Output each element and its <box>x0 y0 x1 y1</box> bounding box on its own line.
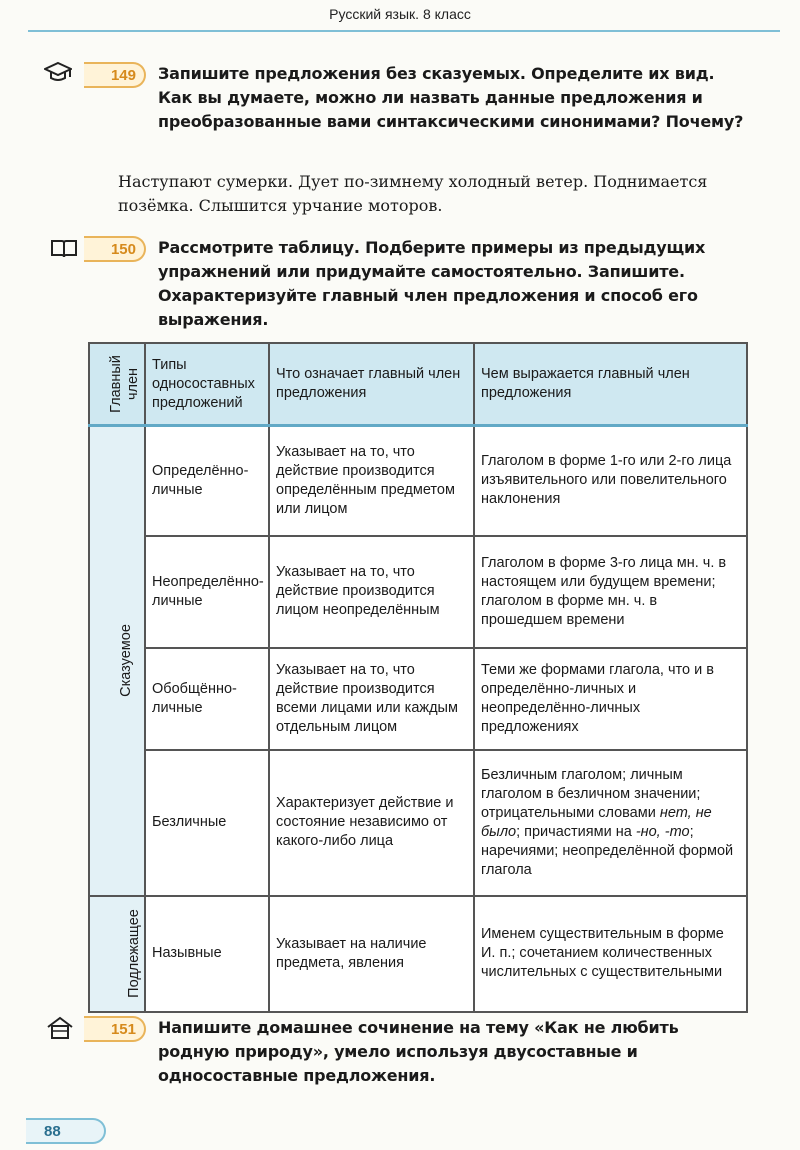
exercise-149-text: Наступают сумерки. Дует по-зимнему холодный ветер. Поднимается позёмка. Слышится урчание моторов. <box>118 172 708 215</box>
page-number: 88 <box>26 1118 106 1144</box>
table-row <box>89 648 747 750</box>
header-rule <box>28 30 780 32</box>
exercise-151-task: Напишите домашнее сочинение на тему «Как не любить родную природу», умело используя двусоставные и односоставные предложения. <box>158 1018 679 1085</box>
row-meaning: Указывает на то, что действие производится всеми лицами или каждым отдельным лицом <box>269 648 474 750</box>
row-meaning: Характеризует действие и состояние независимо от какого-либо лица <box>269 750 474 896</box>
exercise-150-task: Рассмотрите таблицу. Подберите примеры из предыдущих упражнений или придумайте самостоятельно. Запишите. Охарактеризуйте главный член предложения и способ его выражения. <box>158 238 706 329</box>
row-type: Неопределённо-личные <box>145 536 269 648</box>
open-book-icon <box>50 236 78 260</box>
header-expression: Чем выражается главный член предложения <box>474 343 747 426</box>
row-expression: Именем существительным в форме И. п.; сочетанием количественных числительных с существительными <box>474 896 747 1012</box>
row-expression: Безличным глаголом; личным глаголом в безличном значении; отрицательными словами нет, не было; причастиями на -но, -то; наречиями; неопределённой формой глагола <box>474 750 747 896</box>
exercise-number-151: 151 <box>84 1016 146 1042</box>
group-subject: Подлежащее <box>89 896 145 1012</box>
row-expression: Глаголом в форме 1-го или 2-го лица изъявительного или повелительного наклонения <box>474 426 747 536</box>
table-header-row <box>89 343 747 426</box>
row-type: Безличные <box>145 750 269 896</box>
row-type: Определённо-личные <box>145 426 269 536</box>
header-meaning: Что означает главный член предложения <box>269 343 474 426</box>
row-expression: Глаголом в форме 3-го лица мн. ч. в настоящем или будущем времени; глаголом в форме мн. ч. в прошедшем времени <box>474 536 747 648</box>
graduation-cap-icon <box>44 60 72 84</box>
header-main-member: Главный член <box>89 343 145 426</box>
table-row <box>89 750 747 896</box>
row-meaning: Указывает на то, что действие производится лицом неопределённым <box>269 536 474 648</box>
table-row <box>89 426 747 536</box>
house-icon <box>46 1016 74 1040</box>
row-meaning: Указывает на наличие предмета, явления <box>269 896 474 1012</box>
group-predicate: Сказуемое <box>89 426 145 896</box>
header-types: Типы односоставных предложений <box>145 343 269 426</box>
table-row <box>89 536 747 648</box>
row-meaning: Указывает на то, что действие производится определённым предметом или лицом <box>269 426 474 536</box>
table-row <box>89 896 747 1012</box>
exercise-number-150: 150 <box>84 236 146 262</box>
sentence-types-table <box>88 342 748 1013</box>
exercise-number-149: 149 <box>84 62 146 88</box>
exercise-149-task: Запишите предложения без сказуемых. Определите их вид. Как вы думаете, можно ли назвать данные предложения и преобразованные вами синтаксическими синонимами? Почему? <box>158 64 744 131</box>
row-expression: Теми же формами глагола, что и в определённо-личных и неопределённо-личных предложениях <box>474 648 747 750</box>
row-type: Обобщённо-личные <box>145 648 269 750</box>
row-type: Назывные <box>145 896 269 1012</box>
running-header: Русский язык. 8 класс <box>329 6 471 22</box>
